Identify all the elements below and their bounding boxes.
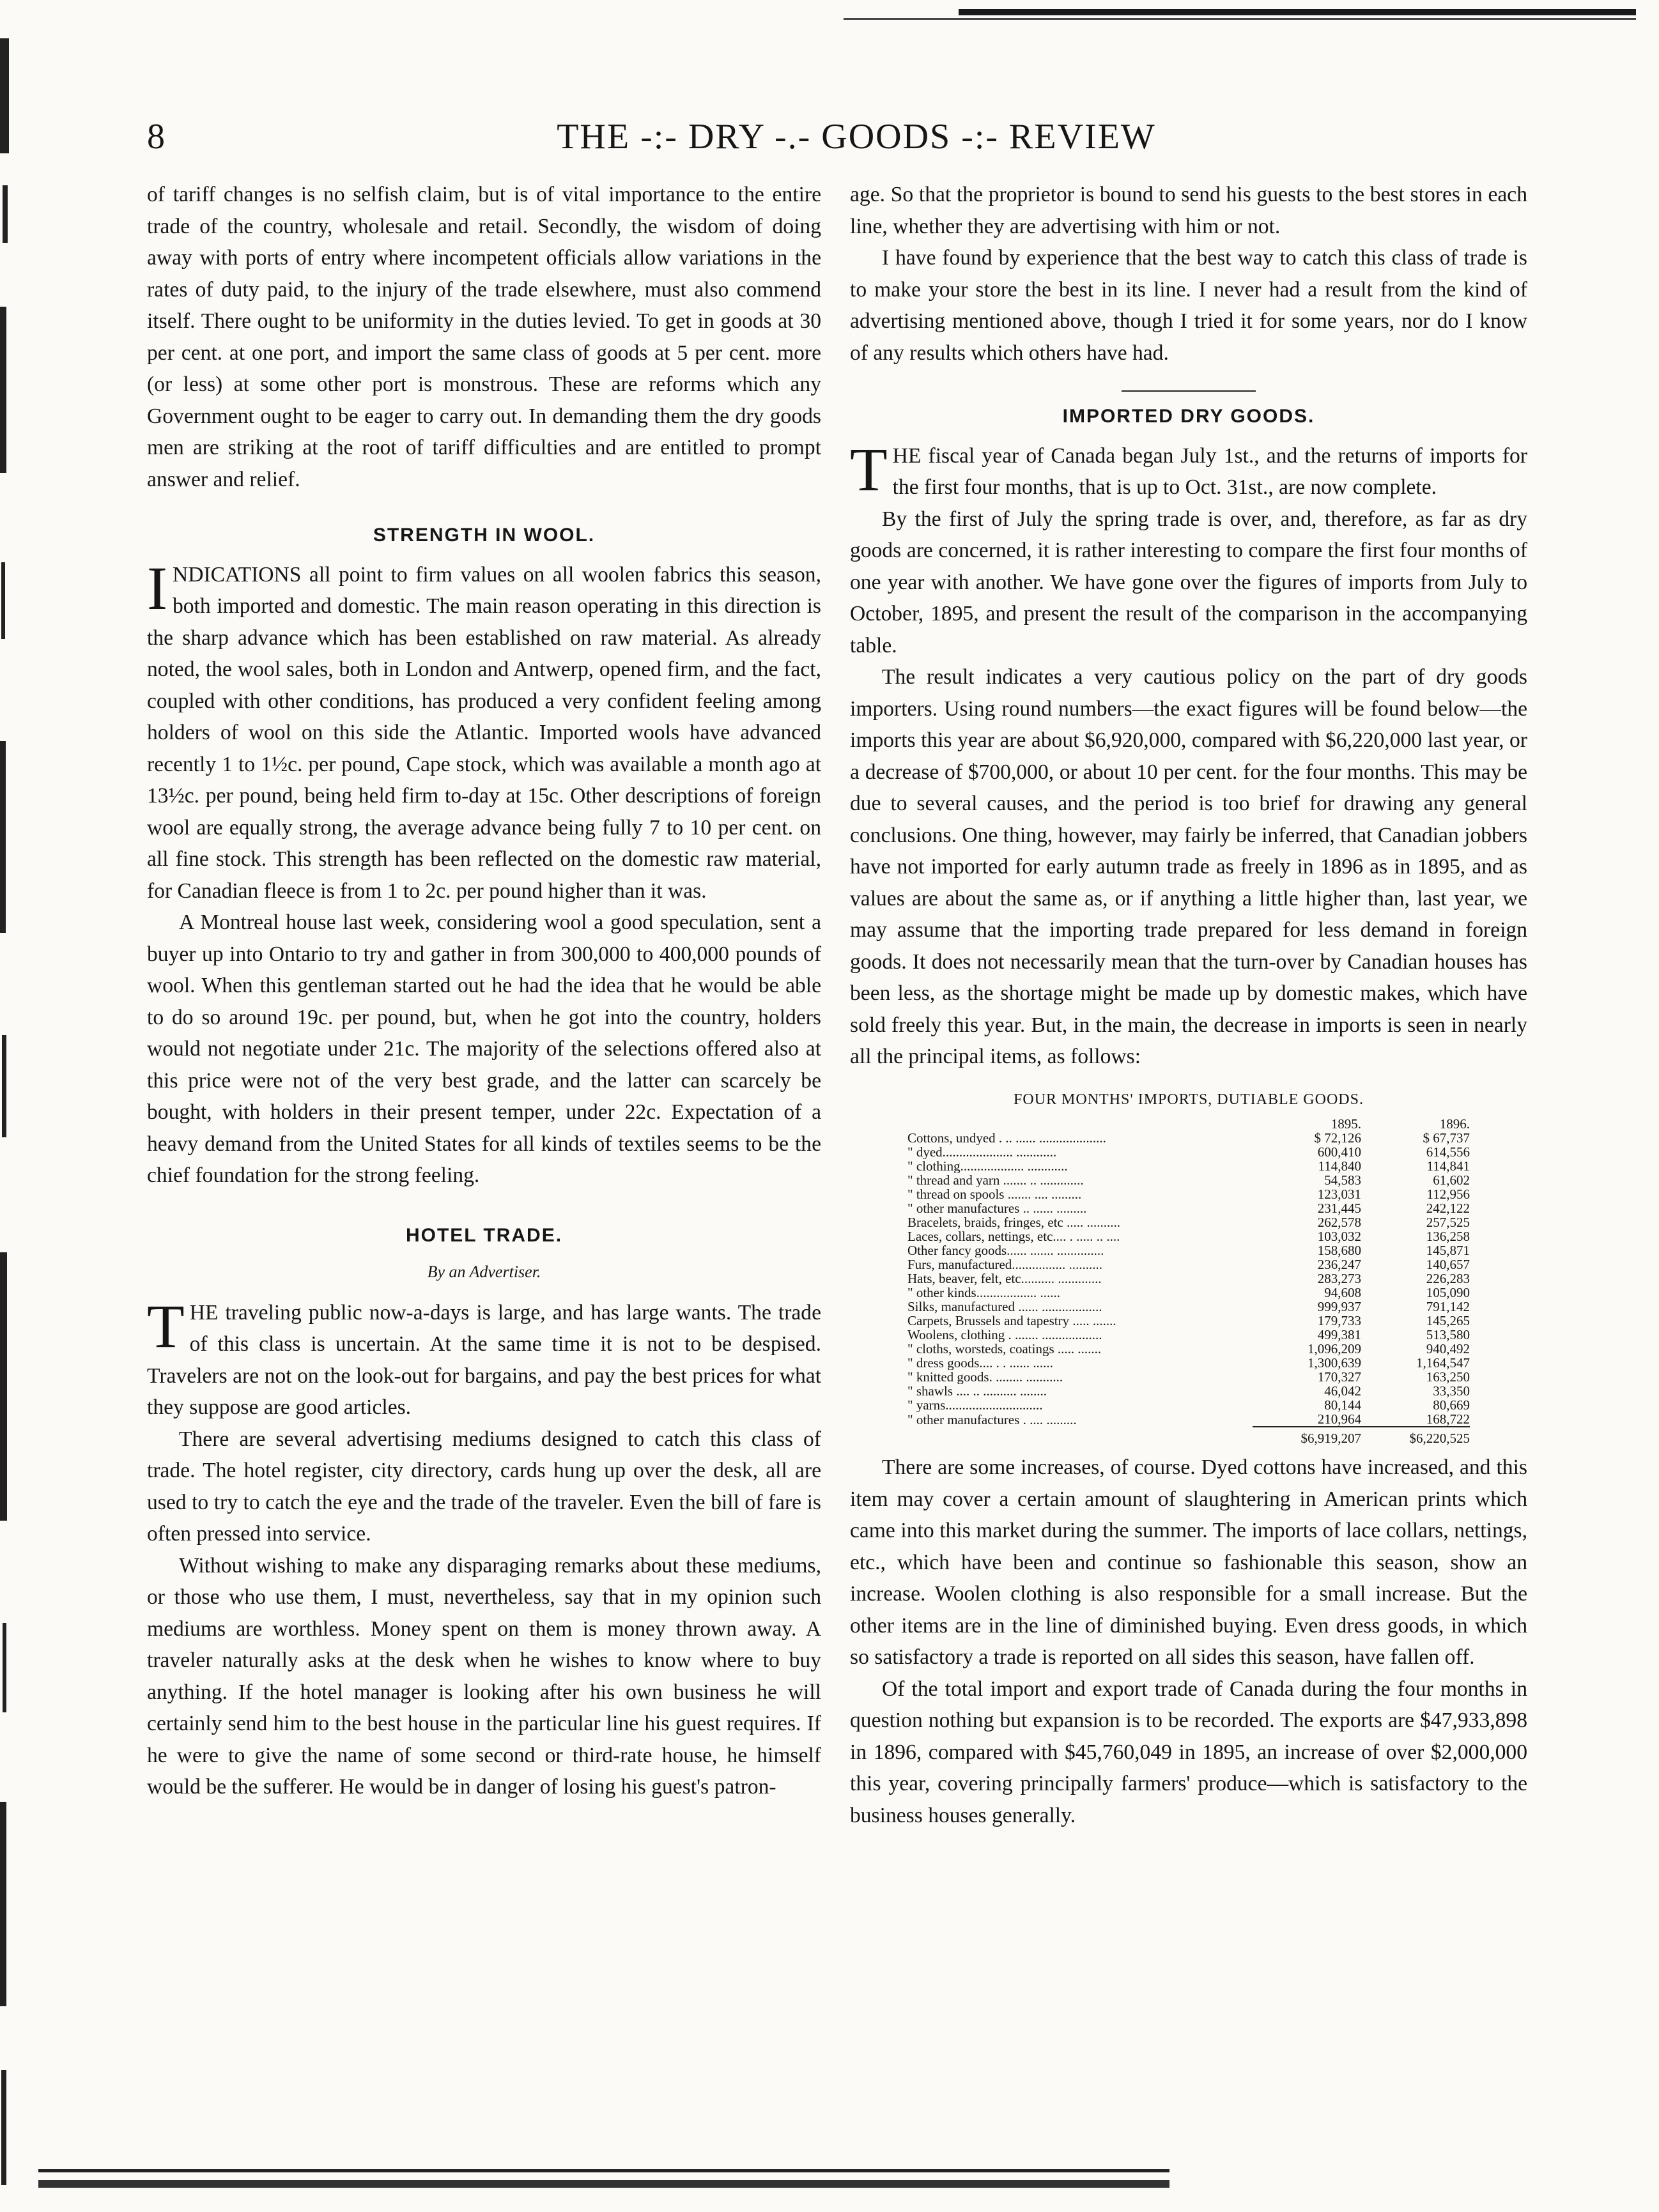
table-cell-item: " cloths, worsteds, coatings ..... .......: [907, 1342, 1102, 1356]
hotel-paragraph-3: Without wishing to make any disparaging remarks about these mediums, or those who use them, I must, nevertheless, say that in my opinion such mediums are worthless. Money spent on them is money thrown away. A traveler naturally asks at the desk when he wishes to know where to buy anything. If the hotel manager is looking after his own business he will certainly send him to the best house in the particular line his guest requires. If he were to give the name of some second or third-rate house, he himself would be the sufferer. He would be in danger of losing his guest's patron-: [147, 1553, 821, 1799]
table-cell-value: 226,283: [1426, 1271, 1470, 1286]
table-total-row: [907, 1427, 1470, 1445]
table-cell-value: 242,122: [1426, 1201, 1470, 1216]
table-row: [907, 1412, 1470, 1427]
wool-heading: STRENGTH IN WOOL.: [373, 525, 596, 546]
top-border-thin-rule: [844, 18, 1636, 20]
table-cell-value: 170,327: [1317, 1369, 1361, 1385]
imported-paragraph-4: There are some increases, of course. Dyed cottons have increased, and this item may cover a certain amount of slaughtering in American prints which came into this market during the summer. The imports of lace collars, nettings, etc., which have been and continue so fashionable this season, show an increase. Woolen clothing is also responsible for a small increase. But the other items are in the line of diminished buying. Even dress goods, in which so satisfactory a trade is reported on all sides this season, have fallen off.: [850, 1455, 1527, 1669]
table-cell-value: $ 67,737: [1423, 1130, 1470, 1146]
table-cell-item: " other kinds.................. ......: [907, 1286, 1060, 1300]
hotel-paragraph-4: age. So that the proprietor is bound to send his guests to the best stores in each line, whether they are advertising with him or not.: [850, 183, 1527, 238]
table-cell-value: 999,937: [1317, 1299, 1361, 1314]
total-1896: $6,220,525: [1361, 1427, 1470, 1445]
table-row: [907, 1173, 1470, 1187]
table-cell-item: " thread on spools ....... .... .........: [907, 1187, 1082, 1201]
imports-table: [907, 1117, 1470, 1445]
table-cell-value: 80,144: [1324, 1397, 1361, 1413]
table-cell-value: 103,032: [1317, 1229, 1361, 1244]
table-cell-value: 499,381: [1317, 1327, 1361, 1342]
table-cell-item: " knitted goods. ........ ...........: [907, 1370, 1063, 1384]
table-cell-value: 1,096,209: [1308, 1341, 1361, 1356]
table-cell-value: 112,956: [1426, 1187, 1470, 1202]
table-row: [907, 1243, 1470, 1257]
table-row: [907, 1271, 1470, 1286]
hotel-heading: HOTEL TRADE.: [405, 1224, 563, 1246]
table-cell-value: 600,410: [1317, 1144, 1361, 1160]
imported-drop-cap: T: [850, 434, 888, 503]
table-row: [907, 1314, 1470, 1328]
table-cell-value: 940,492: [1426, 1341, 1470, 1356]
table-cell-value: 61,602: [1433, 1172, 1470, 1188]
table-cell-item: Hats, beaver, felt, etc.......... .............: [907, 1271, 1102, 1286]
binding-spine-marks: [0, 38, 14, 2198]
imports-table-title: FOUR MONTHS' IMPORTS, DUTIABLE GOODS.: [1014, 1091, 1364, 1108]
table-cell-item: " other manufactures .. ...... .........: [907, 1201, 1087, 1215]
table-cell-value: 262,578: [1317, 1215, 1361, 1230]
table-row: [907, 1398, 1470, 1412]
table-header-row: [907, 1117, 1470, 1131]
imported-heading: IMPORTED DRY GOODS.: [1062, 406, 1315, 427]
table-row: [907, 1384, 1470, 1398]
table-row: [907, 1356, 1470, 1370]
imported-paragraph-3: The result indicates a very cautious policy on the part of dry goods importers. Using round numbers—the exact figures will be found below—the imports this year are about $6,920,000, compared with $6,220,000 last year, or a decrease of $700,000, or about 10 per cent. for the four months. This may be due to several causes, and the period is too brief for drawing any general conclusions. One thing, however, may fairly be inferred, that Canadian jobbers have not imported for early autumn trade as freely in 1896 as in 1895, and as values are about the same as, or if anything a little higher than, last year, we may assume that the importing trade prepared for less demand in foreign goods. It does not necessarily mean that the turn-over by Canadian houses has been less, as the shortage might be made up by domestic makes, which have sold freely this year. But, in the main, the decrease in imports is seen in nearly all the principal items, as follows:: [850, 665, 1527, 1068]
wool-paragraph-2: A Montreal house last week, considering wool a good speculation, sent a buyer up into Ontario to try and gather in from 300,000 to 400,000 pounds of wool. When this gentleman started out he had the idea that he would be able to do so around 19c. per pound, but, when he got into the country, holders would not negotiate under 21c. The majority of the selections offered also at this price were not of the very best grade, and the latter can scarcely be bought, with holders in their present temper, under 22c. Expectation of a heavy demand from the United States for all kinds of textiles seems to be the chief foundation for the strong feeling.: [147, 910, 821, 1187]
table-cell-value: 1,300,639: [1308, 1355, 1361, 1371]
table-cell-value: 257,525: [1426, 1215, 1470, 1230]
table-cell-value: 1,164,547: [1416, 1355, 1470, 1371]
imported-paragraph-5: Of the total import and export trade of Canada during the four months in question nothing but expansion is to be recorded. The exports are $47,933,898 in 1896, compared with $45,760,049 in 1895, an increase of over $2,000,000 this year, covering principally farmers' produce—which is satisfactory to the business houses generally.: [850, 1677, 1527, 1827]
table-row: [907, 1215, 1470, 1229]
table-row: [907, 1286, 1470, 1300]
imported-paragraph-1: THE fiscal year of Canada began July 1st., and the returns of imports for the first four months, that is up to Oct. 31st., are now complete.: [850, 434, 1527, 503]
total-1895: $6,919,207: [1253, 1427, 1361, 1445]
table-cell-value: 46,042: [1324, 1383, 1361, 1399]
table-cell-value: 94,608: [1324, 1285, 1361, 1300]
table-row: [907, 1342, 1470, 1356]
running-head: THE -:- DRY -.- GOODS -:- REVIEW: [557, 117, 1156, 157]
table-cell-value: 158,680: [1317, 1243, 1361, 1258]
table-cell-item: " other manufactures . .... .........: [907, 1412, 1077, 1427]
tariff-paragraph: of tariff changes is no selfish claim, but is of vital importance to the entire trade of the country, wholesale and retail. Secondly, the wisdom of doing away with ports of entry where incompetent officials allow variations in the rates of duty paid, to the injury of the trade elsewhere, must also commend itself. There ought to be uniformity in the duties levied. To get in goods at 30 per cent. at one port, and import the same class of goods at 5 per cent. more (or less) at some other port is monstrous. These are reforms which any Government ought to be eager to carry out. In demanding them the dry goods men are striking at the root of tariff difficulties and are entitled to prompt answer and relief.: [147, 183, 821, 491]
table-cell-item: Furs, manufactured................ ..........: [907, 1257, 1103, 1271]
table-row: [907, 1187, 1470, 1201]
table-cell-item: " dyed..................... ............: [907, 1145, 1057, 1159]
table-cell-value: 33,350: [1433, 1383, 1470, 1399]
page-number: 8: [147, 117, 165, 157]
table-cell-value: 145,871: [1426, 1243, 1470, 1258]
left-column: [147, 179, 821, 1803]
table-cell-value: 54,583: [1324, 1172, 1361, 1188]
bottom-border-rule: [38, 2169, 1169, 2172]
table-row: [907, 1145, 1470, 1159]
table-cell-item: Cottons, undyed . .. ...... ....................: [907, 1131, 1106, 1145]
table-cell-value: $ 72,126: [1314, 1130, 1361, 1146]
hotel-byline: By an Advertiser.: [427, 1263, 541, 1281]
wool-drop-cap: I: [147, 553, 167, 622]
table-row: [907, 1300, 1470, 1314]
table-cell-item: Bracelets, braids, fringes, etc ..... ..........: [907, 1215, 1120, 1229]
bottom-border-thick-rule: [38, 2180, 1169, 2188]
table-cell-item: Carpets, Brussels and tapestry ..... .......: [907, 1314, 1116, 1328]
table-cell-item: Woolens, clothing . ....... ..................: [907, 1328, 1102, 1342]
table-cell-value: 179,733: [1317, 1313, 1361, 1328]
table-cell-value: 140,657: [1426, 1257, 1470, 1272]
table-row: [907, 1229, 1470, 1243]
table-row: [907, 1257, 1470, 1271]
year-1895-header: 1895.: [1331, 1116, 1361, 1132]
table-cell-value: 136,258: [1426, 1229, 1470, 1244]
table-cell-value: 236,247: [1317, 1257, 1361, 1272]
table-row: [907, 1131, 1470, 1145]
table-cell-item: " thread and yarn ....... .. .............: [907, 1173, 1084, 1187]
table-cell-value: 123,031: [1317, 1187, 1361, 1202]
year-1896-header: 1896.: [1439, 1116, 1470, 1132]
imported-paragraph-2: By the first of July the spring trade is over, and, therefore, as far as dry goods are concerned, it is rather interesting to compare the first four months of one year with another. We have gone over the figures of imports from July to October, 1895, and present the result of the comparison in the accompanying table.: [850, 507, 1527, 657]
table-row: [907, 1370, 1470, 1384]
table-cell-value: 513,580: [1426, 1327, 1470, 1342]
table-cell-item: Other fancy goods...... ....... ..............: [907, 1243, 1104, 1257]
hotel-paragraph-1: THE traveling public now-a-days is large, and has large wants. The trade of this class is uncertain. At the same time it is not to be despised. Travelers are not on the look-out for bargains, and pay the best prices for what they suppose are good articles.: [147, 1291, 821, 1419]
table-cell-value: 231,445: [1317, 1201, 1361, 1216]
table-cell-value: 114,841: [1426, 1158, 1470, 1174]
table-row: [907, 1201, 1470, 1215]
table-cell-value: 168,722: [1426, 1411, 1470, 1427]
table-cell-value: 80,669: [1433, 1397, 1470, 1413]
table-cell-item: Silks, manufactured ...... ..................: [907, 1300, 1102, 1314]
section-divider: [1122, 390, 1256, 392]
table-row: [907, 1328, 1470, 1342]
table-cell-value: 283,273: [1317, 1271, 1361, 1286]
table-cell-value: 614,556: [1426, 1144, 1470, 1160]
hotel-paragraph-5: I have found by experience that the best way to catch this class of trade is to make your store the best in its line. I never had a result from the kind of advertising mentioned above, though I tried it for some years, nor do I know of any results which others have had.: [850, 246, 1527, 365]
table-cell-item: " dress goods.... . . ...... ......: [907, 1356, 1053, 1370]
table-cell-value: 163,250: [1426, 1369, 1470, 1385]
table-cell-item: " shawls .... .. .......... ........: [907, 1384, 1047, 1398]
table-cell-item: Laces, collars, nettings, etc.... . ..... .. ....: [907, 1229, 1120, 1243]
table-cell-value: 210,964: [1317, 1411, 1361, 1427]
right-column: [850, 179, 1527, 1831]
table-cell-value: 145,265: [1426, 1313, 1470, 1328]
hotel-paragraph-2: There are several advertising mediums designed to catch this class of trade. The hotel register, city directory, cards hung up over the desk, all are used to try to catch the eye and the trade of the traveler. Even the bill of fare is often pressed into service.: [147, 1427, 821, 1546]
table-cell-value: 105,090: [1426, 1285, 1470, 1300]
table-cell-value: 791,142: [1426, 1299, 1470, 1314]
hotel-drop-cap: T: [147, 1291, 185, 1360]
table-cell-item: " yarns.............................: [907, 1398, 1043, 1412]
table-cell-value: 114,840: [1318, 1158, 1361, 1174]
top-border-rule: [959, 9, 1636, 15]
table-row: [907, 1159, 1470, 1173]
wool-paragraph-1: INDICATIONS all point to firm values on all woolen fabrics this season, both imported and domestic. The main reason operating in this direction is the sharp advance which has been established on raw material. As already noted, the wool sales, both in London and Antwerp, opened firm, and the fact, coupled with other conditions, has produced a very confident feeling among holders of wool on this side the Atlantic. Imported wools have advanced recently 1 to 1½c. per pound, Cape stock, which was available a month ago at 13½c. per pound, being held firm to-day at 15c. Other descriptions of foreign wool are equally strong, the average advance being fully 7 to 10 per cent. on all fine stock. This strength has been reflected on the domestic raw material, for Canadian fleece is from 1 to 2c. per pound higher than it was.: [147, 553, 821, 903]
table-cell-item: " clothing................... ............: [907, 1159, 1068, 1173]
